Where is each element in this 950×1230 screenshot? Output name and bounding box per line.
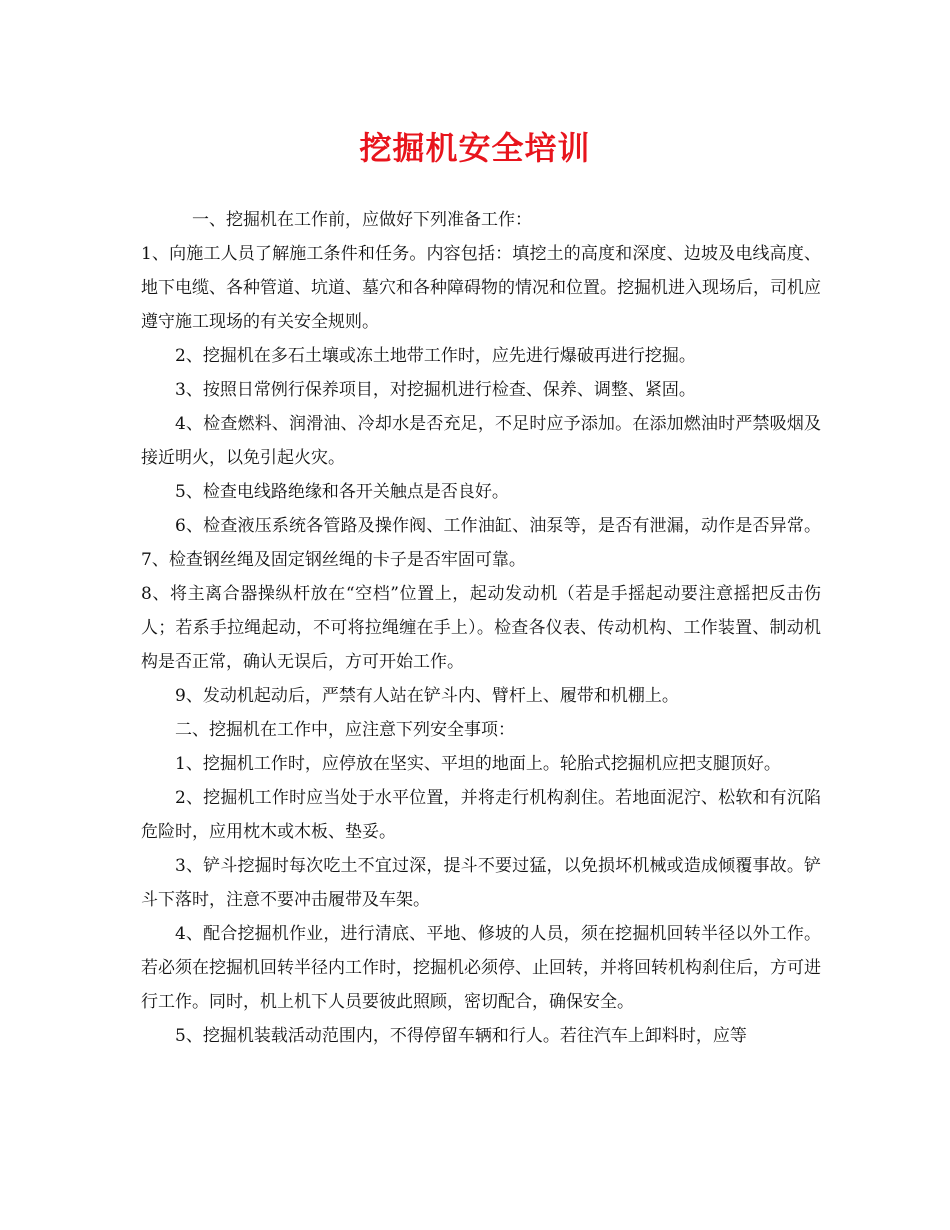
paragraph: 9、发动机起动后，严禁有人站在铲斗内、臂杆上、履带和机棚上。 [175,686,679,706]
section-heading-1: 一、挖掘机在工作前，应做好下列准备工作： [192,210,532,230]
paragraph: 6、检查液压系统各管路及操作阀、工作油缸、油泵等，是否有泄漏，动作是否异常。7、检查钢丝绳及固定钢丝绳的卡子是否牢固可靠。 [141,516,821,570]
paragraph: 3、铲斗挖掘时每次吃土不宜过深，提斗不要过猛，以免损坏机械或造成倾覆事故。铲斗下落时，注意不要冲击履带及车架。 [141,856,821,910]
document-body [141,203,821,1053]
paragraph: 5、挖掘机装载活动范围内，不得停留车辆和行人。若往汽车上卸料时，应等 [175,1026,747,1046]
paragraph: 4、检查燃料、润滑油、冷却水是否充足，不足时应予添加。在添加燃油时严禁吸烟及接近明火，以免引起火灾。 [141,414,821,468]
paragraph: 3、按照日常例行保养项目，对挖掘机进行检查、保养、调整、紧固。 [175,380,696,400]
paragraph: 5、检查电线路绝缘和各开关触点是否良好。 [175,482,509,502]
section-heading-2: 二、挖掘机在工作中，应注意下列安全事项： [175,720,515,740]
paragraph: 8、将主离合器操纵杆放在“空档”位置上，起动发动机（若是手摇起动要注意摇把反击伤人；若系手拉绳起动，不可将拉绳缠在手上）。检查各仪表、传动机构、工作装置、制动机构是否正常，确认无误后，方可开始工作。 [141,584,821,672]
paragraph: 2、挖掘机在多石土壤或冻土地带工作时，应先进行爆破再进行挖掘。 [175,346,696,366]
document-title: 挖掘机安全培训 [359,129,591,167]
paragraph: 2、挖掘机工作时应当处于水平位置，并将走行机构刹住。若地面泥泞、松软和有沉陷危险时，应用枕木或木板、垫妥。 [141,788,821,842]
paragraph: 1、挖掘机工作时，应停放在坚实、平坦的地面上。轮胎式挖掘机应把支腿顶好。 [175,754,781,774]
paragraph: 4、配合挖掘机作业，进行清底、平地、修坡的人员，须在挖掘机回转半径以外工作。若必须在挖掘机回转半径内工作时，挖掘机必须停、止回转，并将回转机构刹住后，方可进行工作。同时，机上机下人员要彼此照顾，密切配合，确保安全。 [141,924,821,1012]
paragraph: 1、向施工人员了解施工条件和任务。内容包括：填挖土的高度和深度、边坡及电线高度、地下电缆、各种管道、坑道、墓穴和各种障碍物的情况和位置。挖掘机进入现场后，司机应遵守施工现场的有关安全规则。 [141,244,821,332]
